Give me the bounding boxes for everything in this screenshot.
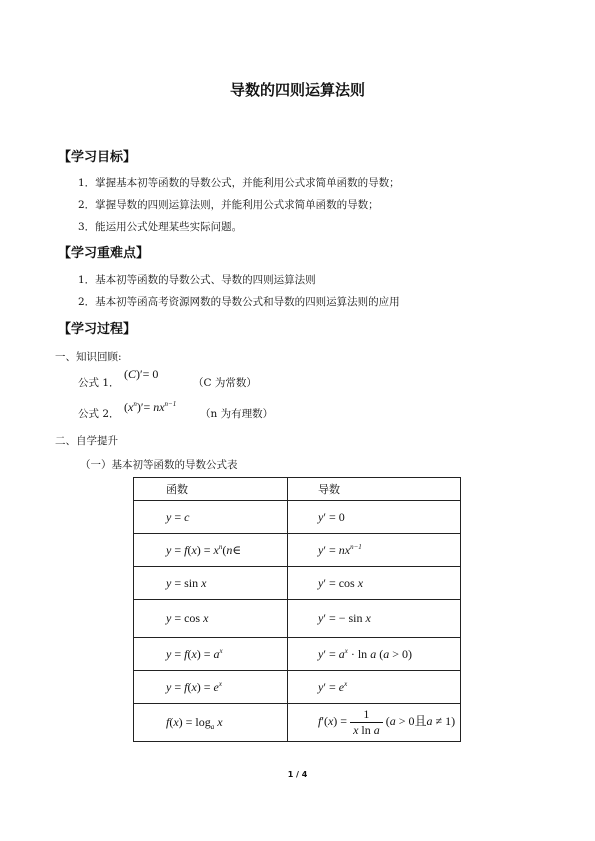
table-row bbox=[134, 671, 461, 704]
keypoint-item-2: 2．基本初等函高考资源网数的导数公式和导数的四则运算法则的应用 bbox=[78, 296, 400, 308]
derivative-constant: y′ = 0 bbox=[318, 509, 345, 524]
formula1-note: （C 为常数） bbox=[193, 377, 257, 389]
self-study-heading: 二、自学提升 bbox=[55, 435, 118, 447]
table-row bbox=[134, 600, 461, 638]
goal-item-3: 3．能运用公式处理某些实际问题。 bbox=[78, 221, 243, 233]
table-header-row bbox=[134, 478, 461, 501]
derivative-formula-table bbox=[133, 477, 461, 742]
table-row bbox=[134, 501, 461, 534]
derivative-logarithm: f′(x) = $\frac{1}{\text{x ln a}}$ (a > 0且a ≠ 1) bbox=[318, 707, 456, 737]
keypoint-item-1: 1．基本初等函数的导数公式、导数的四则运算法则 bbox=[78, 274, 316, 286]
function-power: $y = f(x) = x^n(n\in$ bbox=[166, 542, 242, 557]
function-constant: y = c bbox=[166, 509, 190, 524]
formula1-label: 公式 1． bbox=[78, 377, 120, 389]
table-row bbox=[134, 567, 461, 600]
function-logarithm: $f(x) = \log_a x$ bbox=[166, 714, 223, 731]
formula2-math: $(x^n)'= nx^{n-1}$ bbox=[124, 400, 177, 414]
header-derivative: 导数 bbox=[288, 478, 461, 501]
review-heading: 一、知识回顾: bbox=[55, 351, 122, 363]
derivative-exponential: $y' = a^x \cdot \ln a$ (a > 0) bbox=[318, 646, 412, 661]
derivative-natural-exponential: $y' = e^x$ bbox=[318, 679, 348, 694]
derivative-sin: y′ = cos x bbox=[318, 575, 364, 590]
page-number: 1 / 4 bbox=[287, 770, 308, 779]
goal-item-1: 1．掌握基本初等函数的导数公式，并能利用公式求简单函数的导数； bbox=[78, 177, 400, 189]
header-function: 函数 bbox=[134, 478, 288, 501]
derivative-power: $y' = nx^{n-1}$ bbox=[318, 542, 362, 557]
function-natural-exponential: $y = f(x) = e^x$ bbox=[166, 679, 222, 694]
formula1-math: (C)′= 0 bbox=[124, 367, 159, 381]
goals-heading: 【学习目标】 bbox=[58, 150, 137, 165]
page-title: 导数的四则运算法则 bbox=[229, 81, 365, 99]
formula2-label: 公式 2． bbox=[78, 408, 120, 420]
function-sin: y = sin x bbox=[166, 575, 207, 590]
formula2-note: （n 为有理数） bbox=[200, 408, 274, 420]
derivative-cos: y′ = − sin x bbox=[318, 611, 371, 625]
function-cos: y = cos x bbox=[166, 611, 209, 625]
table-row bbox=[134, 534, 461, 567]
goal-item-2: 2．掌握导数的四则运算法则，并能利用公式求简单函数的导数； bbox=[78, 199, 379, 211]
table-row bbox=[134, 704, 461, 742]
keypoints-heading: 【学习重难点】 bbox=[58, 246, 150, 261]
function-exponential: $y = f(x) = a^x$ bbox=[166, 646, 223, 661]
process-heading: 【学习过程】 bbox=[58, 322, 137, 337]
table-row bbox=[134, 638, 461, 671]
table-caption: （一）基本初等函数的导数公式表 bbox=[80, 459, 238, 471]
